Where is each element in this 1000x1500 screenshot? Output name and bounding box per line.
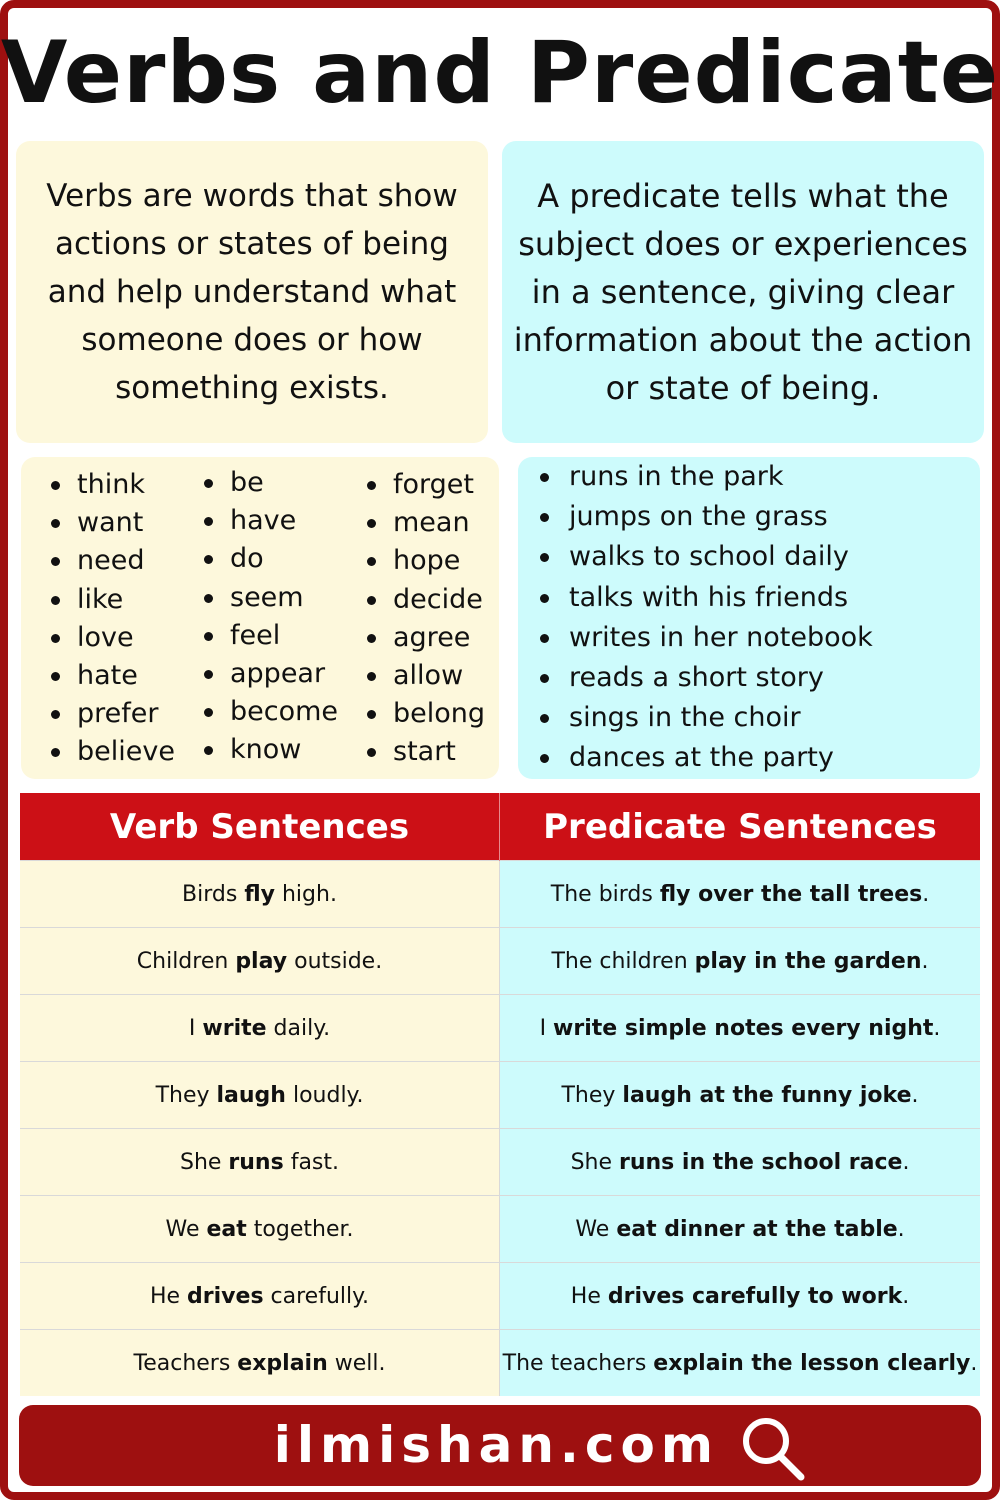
predicate-definition: A predicate tells what the subject does or experiences in a sentence, giving clear information about the action or state of being. bbox=[513, 177, 973, 407]
verb-sentence-cell: We eat together. bbox=[20, 1196, 500, 1263]
predicate-sentence-cell: They laugh at the funny joke. bbox=[500, 1062, 981, 1129]
table-row bbox=[20, 995, 980, 1062]
verb-column-1 bbox=[49, 466, 175, 772]
verb-sentence-cell: She runs fast. bbox=[20, 1129, 500, 1196]
sentences-table bbox=[20, 793, 980, 1396]
verb-list-item: prefer bbox=[49, 695, 175, 733]
verb-list-item: hope bbox=[365, 542, 485, 580]
verb-list-item: be bbox=[202, 464, 338, 502]
predicate-list-item: runs in the park bbox=[538, 457, 873, 497]
predicate-sentence-cell: The children play in the garden. bbox=[500, 928, 981, 995]
page-title: Verbs and Predicate bbox=[0, 23, 1000, 123]
verb-sentence-cell: He drives carefully. bbox=[20, 1263, 500, 1330]
predicate-sentence-cell: The teachers explain the lesson clearly. bbox=[500, 1330, 981, 1397]
predicate-list-item: talks with his friends bbox=[538, 578, 873, 618]
table-row bbox=[20, 1196, 980, 1263]
table-row bbox=[20, 1062, 980, 1129]
verb-list-item: agree bbox=[365, 619, 485, 657]
verb-list-item: believe bbox=[49, 733, 175, 771]
predicate-list bbox=[538, 457, 873, 779]
verb-list-item: start bbox=[365, 733, 485, 771]
verb-list-item: think bbox=[49, 466, 175, 504]
verb-column-2 bbox=[202, 464, 338, 770]
verb-list-item: forget bbox=[365, 466, 485, 504]
verb-list-item: know bbox=[202, 731, 338, 769]
verb-list-item: do bbox=[202, 540, 338, 578]
verb-definition-box bbox=[16, 141, 488, 443]
predicate-sentences-header: Predicate Sentences bbox=[500, 793, 981, 861]
predicate-sentence-cell: He drives carefully to work. bbox=[500, 1263, 981, 1330]
predicate-list-item: dances at the party bbox=[538, 738, 873, 778]
verb-list-item: hate bbox=[49, 657, 175, 695]
search-icon bbox=[737, 1413, 809, 1485]
predicate-sentence-cell: The birds fly over the tall trees. bbox=[500, 861, 981, 928]
predicate-list-item: sings in the choir bbox=[538, 698, 873, 738]
verb-sentence-cell: I write daily. bbox=[20, 995, 500, 1062]
table-row bbox=[20, 1263, 980, 1330]
verb-list-item: need bbox=[49, 542, 175, 580]
predicate-definition-box bbox=[502, 141, 984, 443]
verb-list-item: become bbox=[202, 693, 338, 731]
verb-list-item: seem bbox=[202, 579, 338, 617]
predicate-list-item: walks to school daily bbox=[538, 537, 873, 577]
verb-list-item: appear bbox=[202, 655, 338, 693]
table-row bbox=[20, 861, 980, 928]
predicate-sentence-cell: She runs in the school race. bbox=[500, 1129, 981, 1196]
verb-list-item: want bbox=[49, 504, 175, 542]
predicate-list-item: reads a short story bbox=[538, 658, 873, 698]
verb-sentence-cell: They laugh loudly. bbox=[20, 1062, 500, 1129]
verb-definition: Verbs are words that show actions or states of being and help understand what someone does or how something exists. bbox=[46, 178, 458, 406]
predicate-sentence-cell: I write simple notes every night. bbox=[500, 995, 981, 1062]
verb-list-item: allow bbox=[365, 657, 485, 695]
verb-sentence-cell: Birds fly high. bbox=[20, 861, 500, 928]
verb-list-item: feel bbox=[202, 617, 338, 655]
verb-column-3 bbox=[365, 466, 485, 772]
verb-list-item: love bbox=[49, 619, 175, 657]
verb-sentence-cell: Teachers explain well. bbox=[20, 1330, 500, 1397]
table-row bbox=[20, 1330, 980, 1397]
verb-sentence-cell: Children play outside. bbox=[20, 928, 500, 995]
verb-list-item: decide bbox=[365, 581, 485, 619]
verb-list-item: like bbox=[49, 581, 175, 619]
table-row bbox=[20, 928, 980, 995]
predicate-sentence-cell: We eat dinner at the table. bbox=[500, 1196, 981, 1263]
table-header-row bbox=[20, 793, 980, 861]
verb-list-item: belong bbox=[365, 695, 485, 733]
table-row bbox=[20, 1129, 980, 1196]
verb-list-item: have bbox=[202, 502, 338, 540]
footer-banner[interactable] bbox=[19, 1405, 981, 1486]
verb-sentences-header: Verb Sentences bbox=[20, 793, 500, 861]
predicate-list-item: writes in her notebook bbox=[538, 618, 873, 658]
predicate-list-item: jumps on the grass bbox=[538, 497, 873, 537]
verb-list-item: mean bbox=[365, 504, 485, 542]
site-url[interactable]: ilmishan.com bbox=[273, 1416, 719, 1474]
